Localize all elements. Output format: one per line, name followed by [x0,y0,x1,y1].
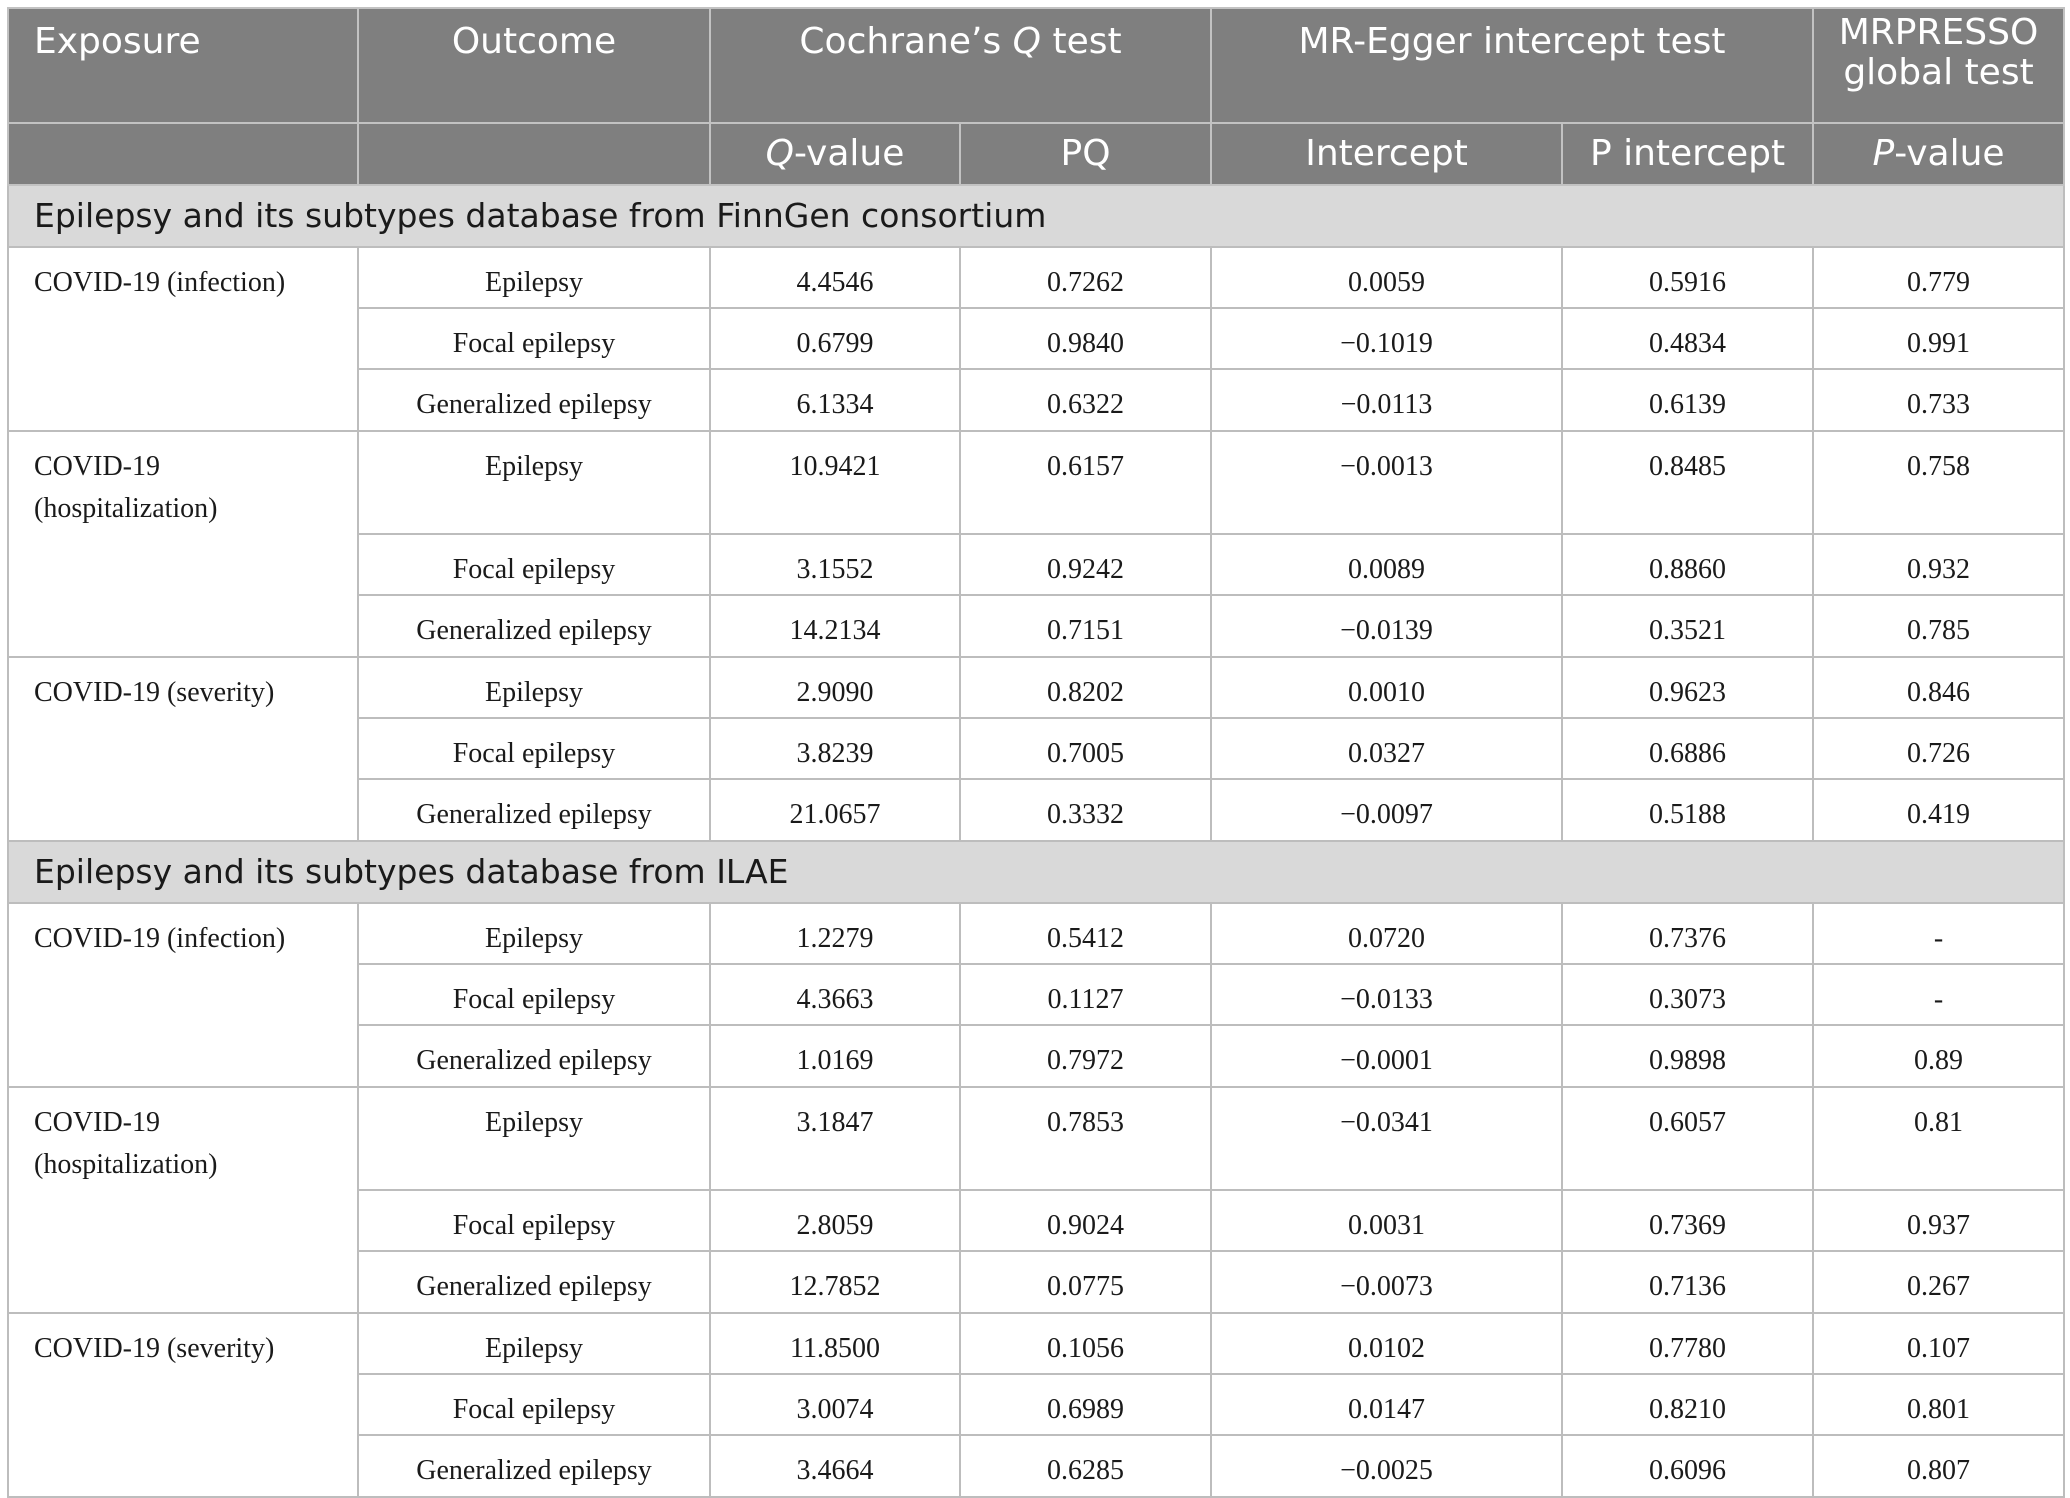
cochrane-label-pre: Cochrane’s [799,21,1013,62]
header-outcome-blank [358,123,710,185]
outcome-cell: Focal epilepsy [358,1374,710,1435]
intercept-cell: −0.0139 [1211,595,1562,657]
p-value-cell: 0.726 [1813,718,2064,779]
pq-cell: 0.0775 [960,1251,1211,1313]
header-mrpresso: MRPRESSO global test [1813,8,2064,123]
intercept-cell: 0.0147 [1211,1374,1562,1435]
q-value-cell: 3.1847 [710,1087,960,1190]
outcome-cell: Generalized epilepsy [358,369,710,431]
header-mr-egger: MR-Egger intercept test [1211,8,1813,123]
exposure-cell: COVID-19 (infection) [8,903,358,1087]
table-row [8,431,2064,534]
q-value-cell: 4.4546 [710,247,960,308]
outcome-cell: Focal epilepsy [358,308,710,369]
outcome-cell: Focal epilepsy [358,964,710,1025]
q-value-cell: 10.9421 [710,431,960,534]
pq-cell: 0.8202 [960,657,1211,718]
intercept-cell: 0.0031 [1211,1190,1562,1251]
p-intercept-cell: 0.8860 [1562,534,1813,595]
header-exposure: Exposure [8,8,358,123]
intercept-cell: −0.0001 [1211,1025,1562,1087]
section-title: Epilepsy and its subtypes database from ILAE [8,841,2064,903]
table-row [8,1313,2064,1374]
q-value-cell: 14.2134 [710,595,960,657]
outcome-cell: Generalized epilepsy [358,1025,710,1087]
p-value-cell: 0.779 [1813,247,2064,308]
exposure-cell: COVID-19 (infection) [8,247,358,431]
outcome-cell: Generalized epilepsy [358,595,710,657]
p-value-cell: 0.89 [1813,1025,2064,1087]
p-value-rest: -value [1894,133,2005,174]
table-header [8,8,2064,185]
p-intercept-cell: 0.6886 [1562,718,1813,779]
outcome-cell: Focal epilepsy [358,534,710,595]
p-value-cell: 0.107 [1813,1313,2064,1374]
p-intercept-cell: 0.3521 [1562,595,1813,657]
p-intercept-cell: 0.7780 [1562,1313,1813,1374]
intercept-cell: −0.0073 [1211,1251,1562,1313]
intercept-cell: 0.0059 [1211,247,1562,308]
p-intercept-cell: 0.7376 [1562,903,1813,964]
q-value-cell: 1.2279 [710,903,960,964]
q-value-cell: 2.8059 [710,1190,960,1251]
q-value-cell: 0.6799 [710,308,960,369]
pq-cell: 0.5412 [960,903,1211,964]
intercept-cell: 0.0010 [1211,657,1562,718]
intercept-cell: 0.0089 [1211,534,1562,595]
pq-cell: 0.6285 [960,1435,1211,1497]
p-intercept-cell: 0.8485 [1562,431,1813,534]
pq-cell: 0.7005 [960,718,1211,779]
pq-cell: 0.7262 [960,247,1211,308]
q-value-cell: 11.8500 [710,1313,960,1374]
p-intercept-cell: 0.5916 [1562,247,1813,308]
header-p-value [1813,123,2064,185]
table-row [8,903,2064,964]
p-intercept-cell: 0.9898 [1562,1025,1813,1087]
p-intercept-cell: 0.6096 [1562,1435,1813,1497]
intercept-cell: 0.0327 [1211,718,1562,779]
p-intercept-cell: 0.7136 [1562,1251,1813,1313]
sensitivity-analysis-table [7,7,2065,1498]
p-value-cell: 0.846 [1813,657,2064,718]
intercept-cell: 0.0720 [1211,903,1562,964]
p-value-cell: 0.267 [1813,1251,2064,1313]
p-value-cell: 0.419 [1813,779,2064,841]
outcome-cell: Epilepsy [358,431,710,534]
outcome-cell: Generalized epilepsy [358,1435,710,1497]
outcome-cell: Focal epilepsy [358,1190,710,1251]
header-pq: PQ [960,123,1211,185]
p-intercept-cell: 0.4834 [1562,308,1813,369]
exposure-cell: COVID-19 (severity) [8,1313,358,1497]
q-value-cell: 3.8239 [710,718,960,779]
pq-cell: 0.6322 [960,369,1211,431]
table-row [8,247,2064,308]
pq-cell: 0.9242 [960,534,1211,595]
outcome-cell: Epilepsy [358,1087,710,1190]
table-body [8,185,2064,1497]
p-intercept-cell: 0.6139 [1562,369,1813,431]
p-value-cell: 0.81 [1813,1087,2064,1190]
q-value-cell: 2.9090 [710,657,960,718]
p-value-cell: 0.937 [1813,1190,2064,1251]
q-value-cell: 3.4664 [710,1435,960,1497]
p-value-cell: 0.785 [1813,595,2064,657]
header-p-intercept: P intercept [1562,123,1813,185]
table-row [8,657,2064,718]
intercept-cell: −0.1019 [1211,308,1562,369]
q-value-rest: -value [793,133,905,174]
results-table-container [7,7,2063,1498]
pq-cell: 0.6157 [960,431,1211,534]
pq-cell: 0.7853 [960,1087,1211,1190]
header-q-value [710,123,960,185]
outcome-cell: Epilepsy [358,247,710,308]
exposure-cell: COVID-19 (hospitalization) [8,1087,358,1313]
section-header-row [8,185,2064,247]
q-value-cell: 4.3663 [710,964,960,1025]
p-intercept-cell: 0.8210 [1562,1374,1813,1435]
section-header-row [8,841,2064,903]
intercept-cell: −0.0113 [1211,369,1562,431]
p-value-cell: - [1813,964,2064,1025]
p-value-cell: - [1813,903,2064,964]
p-value-cell: 0.733 [1813,369,2064,431]
pq-cell: 0.1127 [960,964,1211,1025]
header-outcome: Outcome [358,8,710,123]
outcome-cell: Epilepsy [358,903,710,964]
q-value-italic: Q [765,133,794,174]
header-row-top [8,8,2064,123]
p-value-cell: 0.991 [1813,308,2064,369]
header-exposure-blank [8,123,358,185]
p-intercept-cell: 0.3073 [1562,964,1813,1025]
pq-cell: 0.9840 [960,308,1211,369]
header-cochrane-q-test [710,8,1211,123]
pq-cell: 0.9024 [960,1190,1211,1251]
header-row-sub [8,123,2064,185]
intercept-cell: −0.0025 [1211,1435,1562,1497]
exposure-cell: COVID-19 (severity) [8,657,358,841]
pq-cell: 0.6989 [960,1374,1211,1435]
p-value-cell: 0.807 [1813,1435,2064,1497]
cochrane-label-q: Q [1012,21,1042,62]
outcome-cell: Generalized epilepsy [358,1251,710,1313]
q-value-cell: 3.1552 [710,534,960,595]
exposure-cell: COVID-19 (hospitalization) [8,431,358,657]
q-value-cell: 1.0169 [710,1025,960,1087]
outcome-cell: Generalized epilepsy [358,779,710,841]
outcome-cell: Epilepsy [358,1313,710,1374]
p-value-cell: 0.801 [1813,1374,2064,1435]
intercept-cell: −0.0341 [1211,1087,1562,1190]
p-value-cell: 0.932 [1813,534,2064,595]
table-row [8,1087,2064,1190]
section-title: Epilepsy and its subtypes database from FinnGen consortium [8,185,2064,247]
pq-cell: 0.7151 [960,595,1211,657]
intercept-cell: 0.0102 [1211,1313,1562,1374]
p-intercept-cell: 0.6057 [1562,1087,1813,1190]
q-value-cell: 12.7852 [710,1251,960,1313]
p-value-cell: 0.758 [1813,431,2064,534]
q-value-cell: 3.0074 [710,1374,960,1435]
pq-cell: 0.1056 [960,1313,1211,1374]
intercept-cell: −0.0133 [1211,964,1562,1025]
header-intercept: Intercept [1211,123,1562,185]
intercept-cell: −0.0013 [1211,431,1562,534]
pq-cell: 0.3332 [960,779,1211,841]
outcome-cell: Epilepsy [358,657,710,718]
intercept-cell: −0.0097 [1211,779,1562,841]
p-intercept-cell: 0.7369 [1562,1190,1813,1251]
cochrane-label-post: test [1041,21,1122,62]
outcome-cell: Focal epilepsy [358,718,710,779]
p-intercept-cell: 0.9623 [1562,657,1813,718]
pq-cell: 0.7972 [960,1025,1211,1087]
q-value-cell: 6.1334 [710,369,960,431]
p-value-italic: P [1872,133,1895,174]
p-intercept-cell: 0.5188 [1562,779,1813,841]
q-value-cell: 21.0657 [710,779,960,841]
